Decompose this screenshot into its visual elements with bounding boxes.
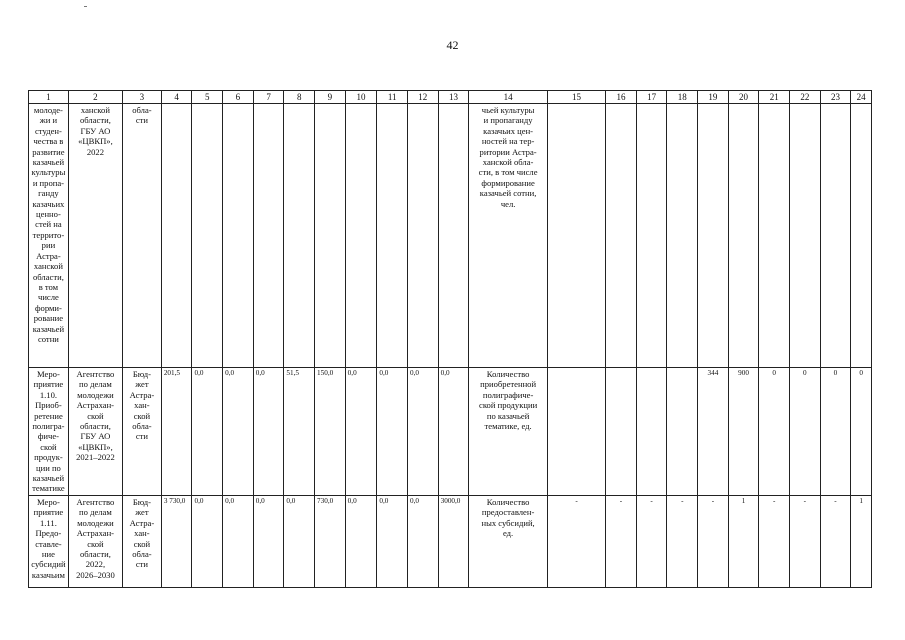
amount-cell [253, 104, 284, 368]
indicator-value-cell [547, 368, 605, 496]
indicator-value-cell [667, 368, 698, 496]
indicator-value-cell: 900 [728, 368, 759, 496]
amount-cell: 0,0 [284, 495, 315, 587]
header-cell-19: 19 [698, 91, 729, 104]
funding-source-cell: обла- сти [123, 104, 162, 368]
indicator-value-cell: 0 [820, 368, 851, 496]
header-cell-9: 9 [315, 91, 346, 104]
header-cell-11: 11 [377, 91, 408, 104]
amount-cell: 0,0 [345, 495, 377, 587]
scan-mark [84, 6, 87, 7]
indicator-value-cell [636, 368, 667, 496]
amount-cell [377, 104, 408, 368]
program-table [28, 90, 872, 588]
amount-cell: 0,0 [345, 368, 377, 496]
amount-cell: 201,5 [161, 368, 192, 496]
amount-cell [161, 104, 192, 368]
amount-cell: 0,0 [407, 495, 438, 587]
amount-cell: 51,5 [284, 368, 315, 496]
indicator-value-cell: - [667, 495, 698, 587]
amount-cell: 0,0 [223, 495, 254, 587]
indicator-value-cell: - [547, 495, 605, 587]
header-cell-8: 8 [284, 91, 315, 104]
indicator-value-cell: 0 [759, 368, 790, 496]
indicator-value-cell: - [790, 495, 821, 587]
header-cell-10: 10 [345, 91, 377, 104]
header-cell-4: 4 [161, 91, 192, 104]
page-number: 42 [446, 38, 459, 52]
amount-cell: 730,0 [315, 495, 346, 587]
header-cell-7: 7 [253, 91, 284, 104]
indicator-value-cell: - [636, 495, 667, 587]
header-cell-3: 3 [123, 91, 162, 104]
indicator-value-cell [820, 104, 851, 368]
indicator-value-cell [851, 104, 872, 368]
indicator-value-cell [790, 104, 821, 368]
header-cell-2: 2 [68, 91, 122, 104]
header-cell-21: 21 [759, 91, 790, 104]
header-cell-14: 14 [469, 91, 548, 104]
amount-cell [315, 104, 346, 368]
header-cell-20: 20 [728, 91, 759, 104]
indicator-value-cell [698, 104, 729, 368]
amount-cell [284, 104, 315, 368]
header-cell-17: 17 [636, 91, 667, 104]
indicator-cell: чьей культуры и пропаганду казачьих цен- ностей на тер- ритории Астра- ханской обла- сти, в том числе формирование казачьей сотни, чел. [469, 104, 548, 368]
header-cell-18: 18 [667, 91, 698, 104]
header-cell-12: 12 [407, 91, 438, 104]
indicator-value-cell [728, 104, 759, 368]
amount-cell: 0,0 [438, 368, 469, 496]
executor-cell: Агентство по делам молодежи Астрахан- ской области, 2022, 2026–2030 [68, 495, 122, 587]
amount-cell: 0,0 [192, 495, 223, 587]
indicator-value-cell [759, 104, 790, 368]
funding-source-cell: Бюд- жет Астра- хан- ской обла- сти [123, 495, 162, 587]
table-row [29, 495, 872, 587]
amount-cell [407, 104, 438, 368]
indicator-value-cell: - [606, 495, 637, 587]
amount-cell [438, 104, 469, 368]
indicator-value-cell [636, 104, 667, 368]
amount-cell: 0,0 [253, 495, 284, 587]
amount-cell: 0,0 [377, 495, 408, 587]
amount-cell: 0,0 [407, 368, 438, 496]
indicator-value-cell: - [698, 495, 729, 587]
indicator-value-cell: 1 [851, 495, 872, 587]
amount-cell: 3 730,0 [161, 495, 192, 587]
header-cell-15: 15 [547, 91, 605, 104]
header-cell-22: 22 [790, 91, 821, 104]
executor-cell: Агентство по делам молодежи Астрахан- ской области, ГБУ АО «ЦВКП», 2021–2022 [68, 368, 122, 496]
indicator-cell: Количество приобретенной полиграфиче- ской продукции по казачьей тематике, ед. [469, 368, 548, 496]
header-cell-24: 24 [851, 91, 872, 104]
amount-cell: 0,0 [253, 368, 284, 496]
executor-cell: ханской области, ГБУ АО «ЦВКП», 2022 [68, 104, 122, 368]
event-name-cell: молоде- жи и студен- чества в развитие казачьей культуры и пропа- ганду казачьих ценно- стей на террито- рии Астра- ханской области, в том числе форми- рование казачьей сотни [29, 104, 69, 368]
indicator-value-cell: 344 [698, 368, 729, 496]
indicator-value-cell [667, 104, 698, 368]
indicator-value-cell [606, 104, 637, 368]
event-name-cell: Меро- приятие 1.10. Приоб- ретение полигра- фиче- ской продук- ции по казачьей тематике [29, 368, 69, 496]
indicator-value-cell: - [759, 495, 790, 587]
header-cell-5: 5 [192, 91, 223, 104]
amount-cell: 0,0 [223, 368, 254, 496]
amount-cell: 0,0 [192, 368, 223, 496]
table-row [29, 104, 872, 368]
header-cell-13: 13 [438, 91, 469, 104]
header-cell-1: 1 [29, 91, 69, 104]
event-name-cell: Меро- приятие 1.11. Предо- ставле- ние субсидий казачьим [29, 495, 69, 587]
indicator-value-cell: 0 [851, 368, 872, 496]
amount-cell [345, 104, 377, 368]
funding-source-cell: Бюд- жет Астра- хан- ской обла- сти [123, 368, 162, 496]
indicator-value-cell [547, 104, 605, 368]
header-cell-6: 6 [223, 91, 254, 104]
amount-cell: 0,0 [377, 368, 408, 496]
indicator-value-cell: 1 [728, 495, 759, 587]
header-cell-16: 16 [606, 91, 637, 104]
indicator-value-cell [606, 368, 637, 496]
header-row [29, 91, 872, 104]
indicator-cell: Количество предоставлен- ных субсидий, ед. [469, 495, 548, 587]
amount-cell: 150,0 [315, 368, 346, 496]
amount-cell [223, 104, 254, 368]
table-row [29, 368, 872, 496]
amount-cell: 3000,0 [438, 495, 469, 587]
indicator-value-cell: 0 [790, 368, 821, 496]
indicator-value-cell: - [820, 495, 851, 587]
amount-cell [192, 104, 223, 368]
header-cell-23: 23 [820, 91, 851, 104]
